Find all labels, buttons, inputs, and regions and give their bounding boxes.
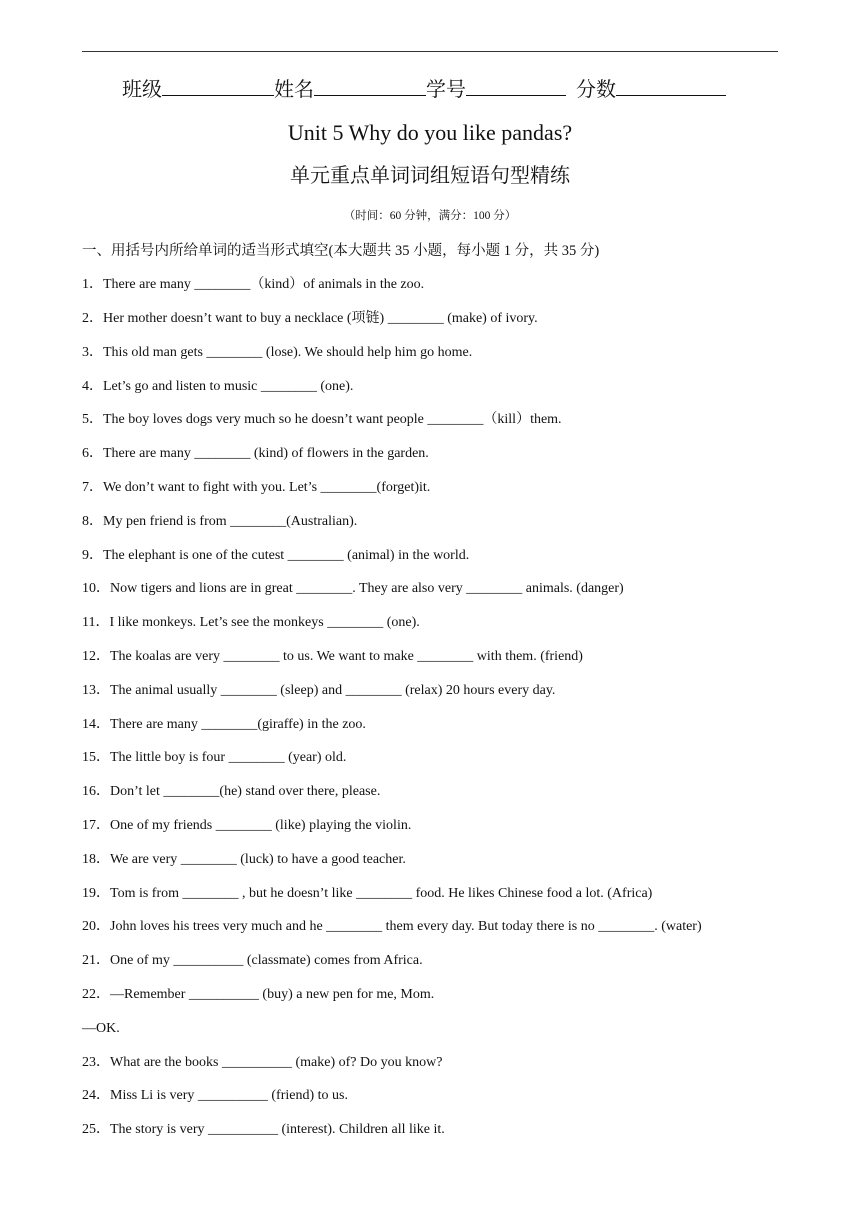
question-item: 10．Now tigers and lions are in great ________. They are also very ________ animals. (danger)	[82, 581, 624, 596]
question-item: 15．The little boy is four ________ (year) old.	[82, 750, 347, 765]
class-label: 班级	[122, 79, 162, 101]
question-item: 2．Her mother doesn’t want to buy a necklace (项链) ________ (make) of ivory.	[82, 311, 538, 326]
question-item: 12．The koalas are very ________ to us. We want to make ________ with them. (friend)	[82, 649, 583, 664]
question-item: 8．My pen friend is from ________(Australian).	[82, 514, 358, 529]
question-item: 9．The elephant is one of the cutest ________ (animal) in the world.	[82, 548, 470, 563]
student-id-label: 学号	[426, 79, 466, 101]
question-item: 7．We don’t want to fight with you. Let’s ________(forget)it.	[82, 480, 431, 495]
question-item: 20．John loves his trees very much and he ________ them every day. But today there is no ________. (water)	[82, 919, 702, 934]
name-blank[interactable]	[314, 75, 426, 96]
question-item: 13．The animal usually ________ (sleep) and ________ (relax) 20 hours every day.	[82, 683, 556, 698]
time-note: （时间：60 分钟，满分：100 分）	[343, 210, 517, 222]
class-blank[interactable]	[162, 75, 274, 96]
question-item: 5．The boy loves dogs very much so he doesn’t want people ________（kill）them.	[82, 412, 562, 427]
question-item: 14．There are many ________(giraffe) in the zoo.	[82, 717, 366, 732]
section-heading: 一、用括号内所给单词的适当形式填空(本大题共 35 小题，每小题 1 分，共 35 分)	[82, 243, 600, 259]
student-id-blank[interactable]	[466, 75, 566, 96]
score-label: 分数	[576, 79, 616, 101]
score-blank[interactable]	[616, 75, 726, 96]
question-item: 22．—Remember __________ (buy) a new pen for me, Mom.	[82, 987, 435, 1002]
name-label: 姓名	[274, 79, 314, 101]
header-rule	[82, 51, 778, 52]
question-item: 11．I like monkeys. Let’s see the monkeys ________ (one).	[82, 615, 420, 630]
question-item: 6．There are many ________ (kind) of flowers in the garden.	[82, 446, 429, 461]
question-item: 18．We are very ________ (luck) to have a good teacher.	[82, 852, 406, 867]
question-item: 23．What are the books __________ (make) of? Do you know?	[82, 1055, 443, 1070]
question-answer-line: —OK.	[82, 1021, 120, 1036]
question-item: 1．There are many ________（kind）of animals in the zoo.	[82, 277, 425, 292]
question-item: 21．One of my __________ (classmate) comes from Africa.	[82, 953, 423, 968]
student-info-row	[122, 75, 726, 103]
question-item: 16．Don’t let ________(he) stand over there, please.	[82, 784, 381, 799]
question-item: 17．One of my friends ________ (like) playing the violin.	[82, 818, 412, 833]
question-item: 25．The story is very __________ (interest). Children all like it.	[82, 1122, 445, 1137]
question-item: 24．Miss Li is very __________ (friend) to us.	[82, 1088, 348, 1103]
page-title: Unit 5 Why do you like pandas?	[287, 120, 573, 145]
page-subtitle: 单元重点单词词组短语句型精练	[290, 165, 570, 187]
question-item: 19．Tom is from ________ , but he doesn’t like ________ food. He likes Chinese food a lot. (Africa)	[82, 886, 653, 901]
question-item: 4．Let’s go and listen to music ________ (one).	[82, 379, 354, 394]
question-item: 3．This old man gets ________ (lose). We should help him go home.	[82, 345, 473, 360]
